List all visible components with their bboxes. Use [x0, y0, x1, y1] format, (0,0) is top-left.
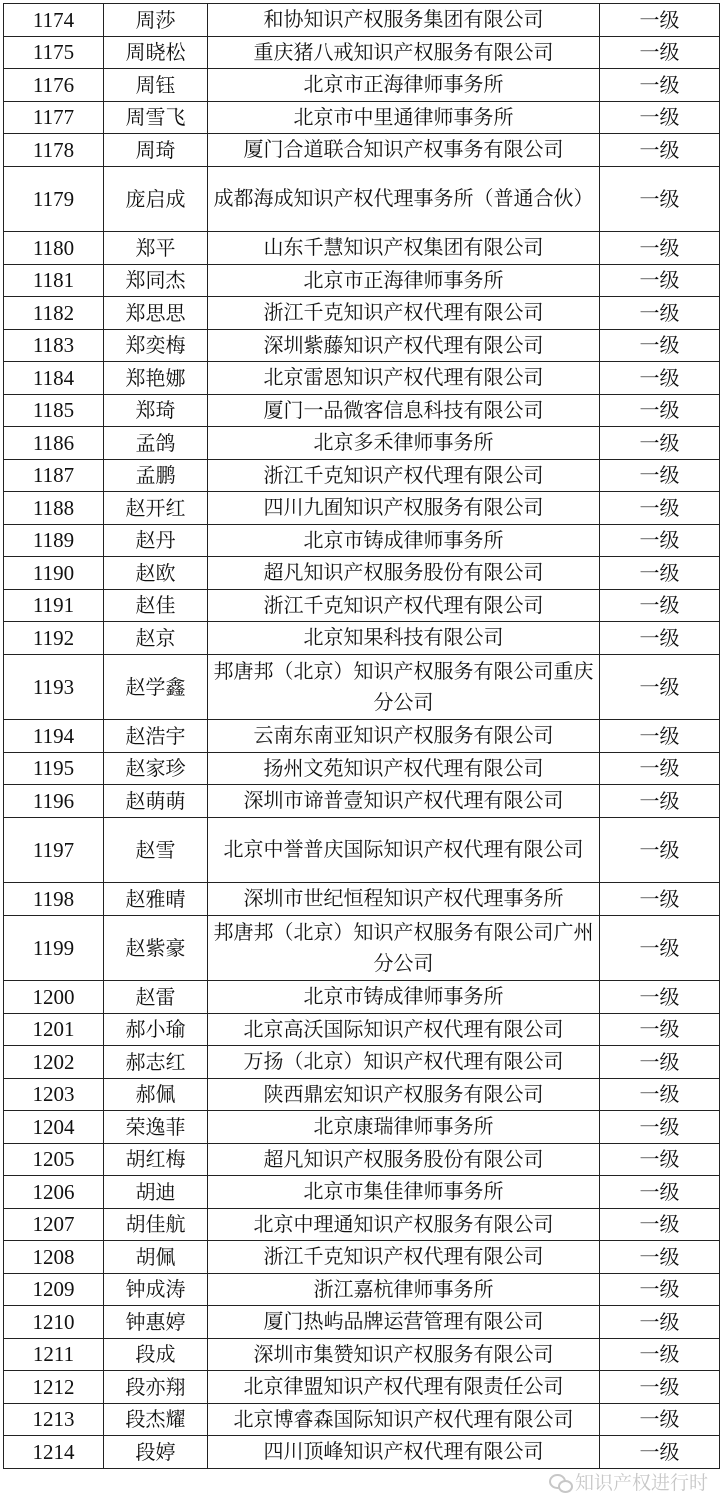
level-cell: 一级	[600, 1046, 720, 1079]
name-cell: 周琦	[104, 134, 208, 167]
firm-cell: 北京市集佳律师事务所	[208, 1176, 600, 1209]
row-number-cell: 1211	[4, 1338, 104, 1371]
table-row	[4, 1436, 720, 1469]
firm-cell: 邦唐邦（北京）知识产权服务有限公司广州分公司	[208, 915, 600, 981]
name-cell: 钟成涛	[104, 1273, 208, 1306]
firm-cell: 北京知果科技有限公司	[208, 622, 600, 655]
row-number-cell: 1197	[4, 817, 104, 883]
table-row	[4, 1013, 720, 1046]
firm-cell: 浙江嘉杭律师事务所	[208, 1273, 600, 1306]
name-cell: 段婷	[104, 1436, 208, 1469]
table-row	[4, 883, 720, 916]
name-cell: 段成	[104, 1338, 208, 1371]
name-cell: 赵京	[104, 622, 208, 655]
table-row	[4, 427, 720, 460]
level-cell: 一级	[600, 297, 720, 330]
name-cell: 郝志红	[104, 1046, 208, 1079]
name-cell: 胡迪	[104, 1176, 208, 1209]
name-cell: 段杰耀	[104, 1403, 208, 1436]
level-cell: 一级	[600, 1306, 720, 1339]
row-number-cell: 1191	[4, 589, 104, 622]
table-row	[4, 1078, 720, 1111]
firm-cell: 深圳市谛普壹知识产权代理有限公司	[208, 785, 600, 818]
name-cell: 郑同杰	[104, 264, 208, 297]
level-cell: 一级	[600, 69, 720, 102]
firm-cell: 厦门一品微客信息科技有限公司	[208, 394, 600, 427]
row-number-cell: 1208	[4, 1241, 104, 1274]
row-number-cell: 1186	[4, 427, 104, 460]
table-row	[4, 1403, 720, 1436]
name-cell: 赵开红	[104, 492, 208, 525]
name-cell: 郑琦	[104, 394, 208, 427]
row-number-cell: 1198	[4, 883, 104, 916]
name-cell: 郑平	[104, 232, 208, 265]
name-cell: 胡佩	[104, 1241, 208, 1274]
level-cell: 一级	[600, 1208, 720, 1241]
roster-table-body	[4, 4, 720, 1469]
name-cell: 庞启成	[104, 166, 208, 232]
row-number-cell: 1213	[4, 1403, 104, 1436]
name-cell: 赵雅晴	[104, 883, 208, 916]
firm-cell: 重庆猪八戒知识产权服务有限公司	[208, 36, 600, 69]
level-cell: 一级	[600, 589, 720, 622]
firm-cell: 云南东南亚知识产权服务有限公司	[208, 720, 600, 753]
row-number-cell: 1180	[4, 232, 104, 265]
table-row	[4, 524, 720, 557]
table-row	[4, 1176, 720, 1209]
level-cell: 一级	[600, 915, 720, 981]
firm-cell: 万扬（北京）知识产权代理有限公司	[208, 1046, 600, 1079]
row-number-cell: 1189	[4, 524, 104, 557]
row-number-cell: 1181	[4, 264, 104, 297]
level-cell: 一级	[600, 622, 720, 655]
firm-cell: 厦门合道联合知识产权事务有限公司	[208, 134, 600, 167]
table-row	[4, 134, 720, 167]
name-cell: 赵萌萌	[104, 785, 208, 818]
firm-cell: 北京市中里通律师事务所	[208, 101, 600, 134]
row-number-cell: 1178	[4, 134, 104, 167]
name-cell: 赵丹	[104, 524, 208, 557]
level-cell: 一级	[600, 1013, 720, 1046]
table-row	[4, 101, 720, 134]
firm-cell: 北京中誉普庆国际知识产权代理有限公司	[208, 817, 600, 883]
row-number-cell: 1210	[4, 1306, 104, 1339]
firm-cell: 深圳市世纪恒程知识产权代理事务所	[208, 883, 600, 916]
name-cell: 孟鹏	[104, 459, 208, 492]
table-row	[4, 785, 720, 818]
level-cell: 一级	[600, 459, 720, 492]
row-number-cell: 1187	[4, 459, 104, 492]
level-cell: 一级	[600, 1273, 720, 1306]
table-row	[4, 817, 720, 883]
table-row	[4, 1306, 720, 1339]
watermark-text: 知识产权进行时	[574, 1472, 708, 1494]
row-number-cell: 1209	[4, 1273, 104, 1306]
level-cell: 一级	[600, 1371, 720, 1404]
name-cell: 钟惠婷	[104, 1306, 208, 1339]
level-cell: 一级	[600, 36, 720, 69]
table-row	[4, 394, 720, 427]
table-row	[4, 1208, 720, 1241]
level-cell: 一级	[600, 101, 720, 134]
firm-cell: 浙江千克知识产权代理有限公司	[208, 1241, 600, 1274]
firm-cell: 成都海成知识产权代理事务所（普通合伙）	[208, 166, 600, 232]
name-cell: 胡佳航	[104, 1208, 208, 1241]
name-cell: 周莎	[104, 4, 208, 37]
table-row	[4, 1111, 720, 1144]
firm-cell: 厦门热屿品牌运营管理有限公司	[208, 1306, 600, 1339]
name-cell: 孟鸽	[104, 427, 208, 460]
level-cell: 一级	[600, 1403, 720, 1436]
level-cell: 一级	[600, 166, 720, 232]
firm-cell: 深圳市集赞知识产权服务有限公司	[208, 1338, 600, 1371]
row-number-cell: 1179	[4, 166, 104, 232]
table-row	[4, 69, 720, 102]
row-number-cell: 1182	[4, 297, 104, 330]
firm-cell: 超凡知识产权服务股份有限公司	[208, 557, 600, 590]
firm-cell: 深圳紫藤知识产权代理有限公司	[208, 329, 600, 362]
level-cell: 一级	[600, 492, 720, 525]
row-number-cell: 1212	[4, 1371, 104, 1404]
level-cell: 一级	[600, 1078, 720, 1111]
row-number-cell: 1177	[4, 101, 104, 134]
row-number-cell: 1185	[4, 394, 104, 427]
table-row	[4, 1046, 720, 1079]
name-cell: 周雪飞	[104, 101, 208, 134]
name-cell: 郝佩	[104, 1078, 208, 1111]
row-number-cell: 1200	[4, 981, 104, 1014]
row-number-cell: 1195	[4, 752, 104, 785]
table-row	[4, 752, 720, 785]
table-row	[4, 4, 720, 37]
table-row	[4, 492, 720, 525]
firm-cell: 北京高沃国际知识产权代理有限公司	[208, 1013, 600, 1046]
table-row	[4, 1143, 720, 1176]
name-cell: 赵浩宇	[104, 720, 208, 753]
firm-cell: 北京博睿森国际知识产权代理有限公司	[208, 1403, 600, 1436]
row-number-cell: 1193	[4, 654, 104, 720]
level-cell: 一级	[600, 1436, 720, 1469]
name-cell: 荣逸菲	[104, 1111, 208, 1144]
row-number-cell: 1203	[4, 1078, 104, 1111]
table-row	[4, 362, 720, 395]
firm-cell: 北京市铸成律师事务所	[208, 524, 600, 557]
firm-cell: 浙江千克知识产权代理有限公司	[208, 297, 600, 330]
table-row	[4, 232, 720, 265]
firm-cell: 北京市正海律师事务所	[208, 69, 600, 102]
row-number-cell: 1188	[4, 492, 104, 525]
table-row	[4, 459, 720, 492]
level-cell: 一级	[600, 752, 720, 785]
name-cell: 段亦翔	[104, 1371, 208, 1404]
firm-cell: 北京多禾律师事务所	[208, 427, 600, 460]
table-row	[4, 329, 720, 362]
table-row	[4, 297, 720, 330]
level-cell: 一级	[600, 1111, 720, 1144]
table-row	[4, 166, 720, 232]
firm-cell: 浙江千克知识产权代理有限公司	[208, 459, 600, 492]
firm-cell: 和协知识产权服务集团有限公司	[208, 4, 600, 37]
name-cell: 赵欧	[104, 557, 208, 590]
name-cell: 郑艳娜	[104, 362, 208, 395]
name-cell: 赵雷	[104, 981, 208, 1014]
table-row	[4, 264, 720, 297]
level-cell: 一级	[600, 524, 720, 557]
row-number-cell: 1214	[4, 1436, 104, 1469]
name-cell: 赵紫豪	[104, 915, 208, 981]
row-number-cell: 1202	[4, 1046, 104, 1079]
level-cell: 一级	[600, 329, 720, 362]
firm-cell: 浙江千克知识产权代理有限公司	[208, 589, 600, 622]
row-number-cell: 1192	[4, 622, 104, 655]
table-row	[4, 589, 720, 622]
table-row	[4, 1273, 720, 1306]
level-cell: 一级	[600, 981, 720, 1014]
level-cell: 一级	[600, 264, 720, 297]
row-number-cell: 1194	[4, 720, 104, 753]
firm-cell: 山东千慧知识产权集团有限公司	[208, 232, 600, 265]
row-number-cell: 1190	[4, 557, 104, 590]
level-cell: 一级	[600, 720, 720, 753]
row-number-cell: 1206	[4, 1176, 104, 1209]
level-cell: 一级	[600, 427, 720, 460]
firm-cell: 邦唐邦（北京）知识产权服务有限公司重庆分公司	[208, 654, 600, 720]
firm-cell: 北京中理通知识产权服务有限公司	[208, 1208, 600, 1241]
level-cell: 一级	[600, 4, 720, 37]
table-row	[4, 1338, 720, 1371]
table-row	[4, 915, 720, 981]
row-number-cell: 1207	[4, 1208, 104, 1241]
table-row	[4, 622, 720, 655]
level-cell: 一级	[600, 134, 720, 167]
row-number-cell: 1204	[4, 1111, 104, 1144]
level-cell: 一级	[600, 1176, 720, 1209]
row-number-cell: 1183	[4, 329, 104, 362]
table-row	[4, 654, 720, 720]
name-cell: 胡红梅	[104, 1143, 208, 1176]
name-cell: 赵雪	[104, 817, 208, 883]
level-cell: 一级	[600, 394, 720, 427]
firm-cell: 陕西鼎宏知识产权服务有限公司	[208, 1078, 600, 1111]
table-row	[4, 720, 720, 753]
level-cell: 一级	[600, 362, 720, 395]
table-row	[4, 1241, 720, 1274]
firm-cell: 北京雷恩知识产权代理有限公司	[208, 362, 600, 395]
roster-table	[3, 3, 720, 1469]
name-cell: 周钰	[104, 69, 208, 102]
table-row	[4, 1371, 720, 1404]
row-number-cell: 1201	[4, 1013, 104, 1046]
firm-cell: 北京律盟知识产权代理有限责任公司	[208, 1371, 600, 1404]
firm-cell: 扬州文苑知识产权代理有限公司	[208, 752, 600, 785]
firm-cell: 北京康瑞律师事务所	[208, 1111, 600, 1144]
table-row	[4, 557, 720, 590]
name-cell: 周晓松	[104, 36, 208, 69]
firm-cell: 北京市正海律师事务所	[208, 264, 600, 297]
name-cell: 赵家珍	[104, 752, 208, 785]
firm-cell: 北京市铸成律师事务所	[208, 981, 600, 1014]
row-number-cell: 1175	[4, 36, 104, 69]
row-number-cell: 1199	[4, 915, 104, 981]
row-number-cell: 1196	[4, 785, 104, 818]
roster-table-wrapper	[3, 3, 719, 1469]
name-cell: 郝小瑜	[104, 1013, 208, 1046]
level-cell: 一级	[600, 232, 720, 265]
firm-cell: 四川九囿知识产权服务有限公司	[208, 492, 600, 525]
row-number-cell: 1205	[4, 1143, 104, 1176]
table-row	[4, 981, 720, 1014]
row-number-cell: 1176	[4, 69, 104, 102]
watermark	[549, 1468, 708, 1495]
row-number-cell: 1174	[4, 4, 104, 37]
level-cell: 一级	[600, 883, 720, 916]
name-cell: 郑奕梅	[104, 329, 208, 362]
level-cell: 一级	[600, 785, 720, 818]
level-cell: 一级	[600, 1241, 720, 1274]
level-cell: 一级	[600, 1143, 720, 1176]
row-number-cell: 1184	[4, 362, 104, 395]
level-cell: 一级	[600, 1338, 720, 1371]
name-cell: 郑思思	[104, 297, 208, 330]
name-cell: 赵学鑫	[104, 654, 208, 720]
name-cell: 赵佳	[104, 589, 208, 622]
wechat-icon	[549, 1473, 571, 1491]
level-cell: 一级	[600, 557, 720, 590]
level-cell: 一级	[600, 654, 720, 720]
table-row	[4, 36, 720, 69]
firm-cell: 四川顶峰知识产权代理有限公司	[208, 1436, 600, 1469]
firm-cell: 超凡知识产权服务股份有限公司	[208, 1143, 600, 1176]
level-cell: 一级	[600, 817, 720, 883]
